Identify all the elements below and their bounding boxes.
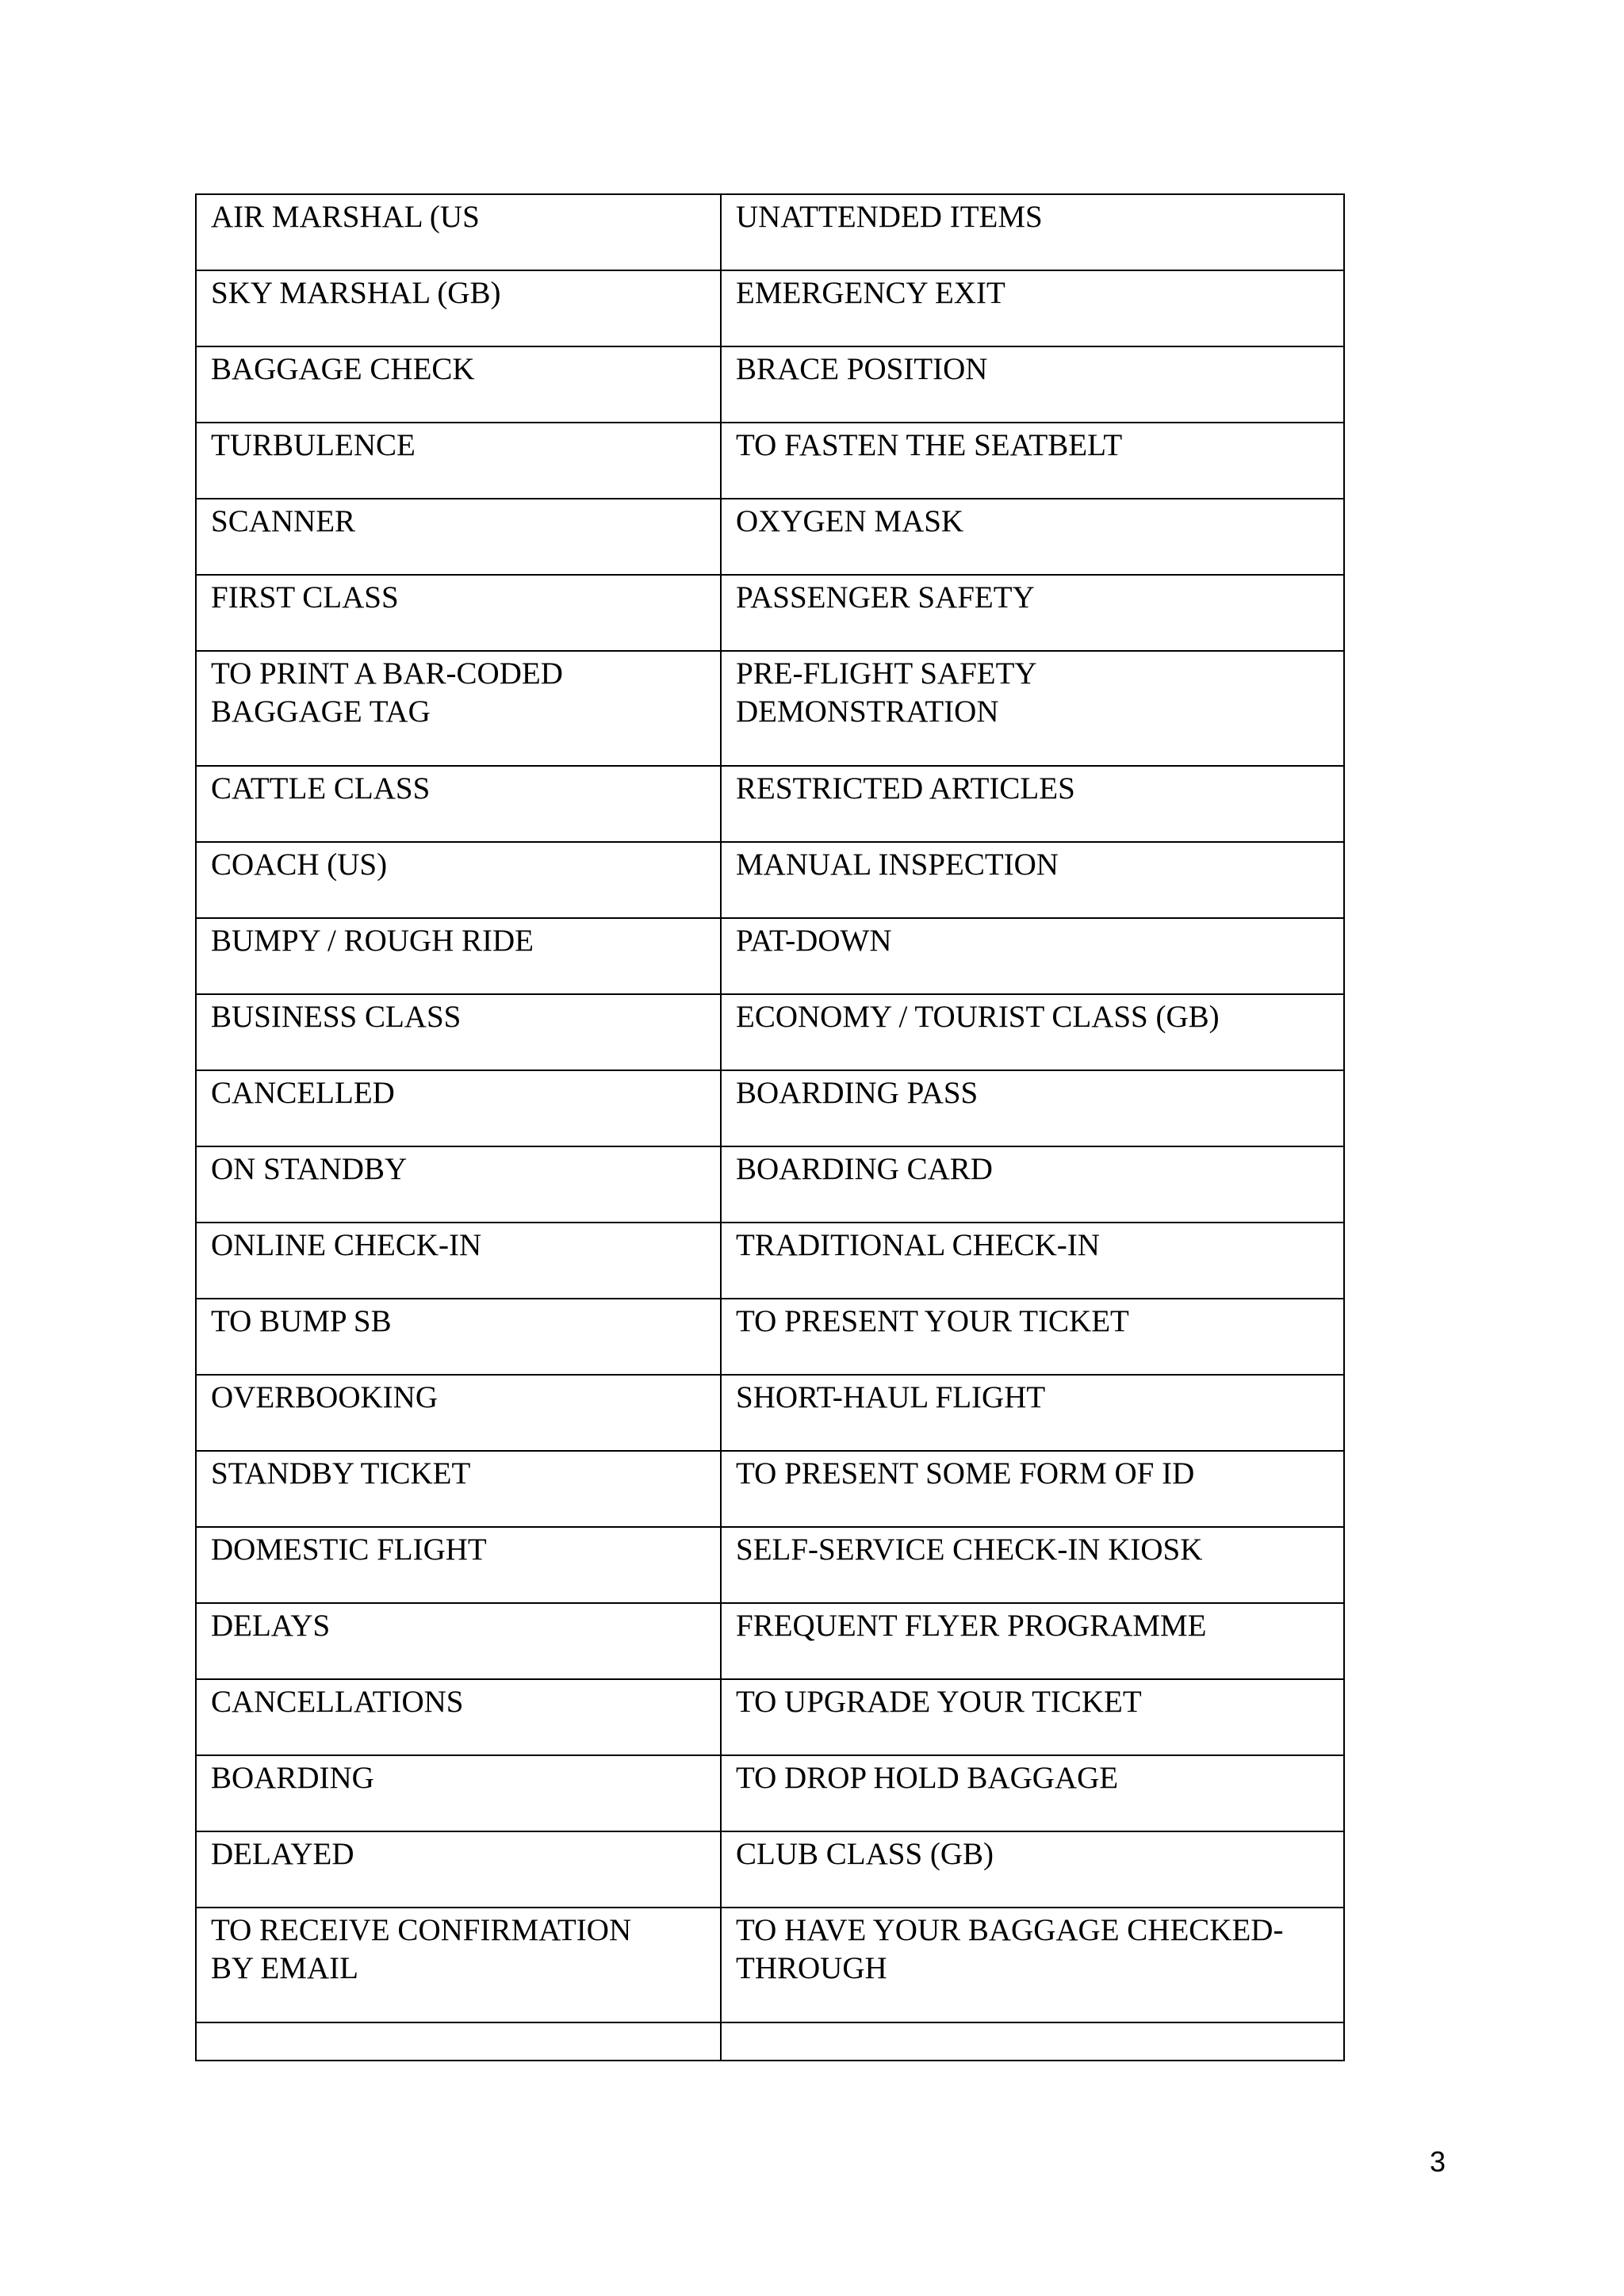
table-cell — [721, 766, 1344, 842]
table-cell — [196, 1527, 721, 1603]
table-cell — [721, 1223, 1344, 1299]
table-row — [196, 575, 1344, 651]
table-cell — [196, 270, 721, 346]
table-row-empty — [196, 2022, 1344, 2061]
table-row — [196, 423, 1344, 499]
cell-text: ON STANDBY — [211, 1152, 408, 1186]
table-row — [196, 499, 1344, 575]
vocabulary-table — [195, 193, 1345, 2061]
table-cell — [196, 1070, 721, 1146]
table-cell — [196, 1603, 721, 1679]
table-row — [196, 842, 1344, 918]
table-cell — [721, 1527, 1344, 1603]
cell-text: SELF-SERVICE CHECK-IN KIOSK — [736, 1533, 1203, 1567]
cell-text: UNATTENDED ITEMS — [736, 200, 1043, 234]
table-row — [196, 1070, 1344, 1146]
cell-text: TO PRINT A BAR-CODED BAGGAGE TAG — [211, 656, 563, 729]
cell-text: TO DROP HOLD BAGGAGE — [736, 1761, 1119, 1795]
cell-text: TO HAVE YOUR BAGGAGE CHECKED- THROUGH — [736, 1913, 1284, 1985]
table-cell — [196, 1451, 721, 1527]
cell-text: RESTRICTED ARTICLES — [736, 771, 1075, 806]
table-row — [196, 918, 1344, 994]
table-cell — [196, 1679, 721, 1755]
cell-text: MANUAL INSPECTION — [736, 848, 1059, 882]
cell-text: TO PRESENT SOME FORM OF ID — [736, 1456, 1195, 1490]
cell-text: ONLINE CHECK-IN — [211, 1228, 482, 1262]
table-cell — [196, 499, 721, 575]
cell-text: PAT-DOWN — [736, 924, 892, 958]
table-cell — [196, 575, 721, 651]
table-cell — [196, 346, 721, 423]
table-cell — [721, 194, 1344, 270]
table-cell — [721, 1679, 1344, 1755]
table-cell — [196, 2022, 721, 2061]
table-row — [196, 1299, 1344, 1375]
table-cell — [721, 1375, 1344, 1451]
cell-text: TO BUMP SB — [211, 1304, 392, 1338]
cell-text: STANDBY TICKET — [211, 1456, 471, 1490]
table-cell — [721, 270, 1344, 346]
cell-text: DOMESTIC FLIGHT — [211, 1533, 487, 1567]
cell-text: BOARDING CARD — [736, 1152, 993, 1186]
table-cell — [196, 842, 721, 918]
cell-text: OXYGEN MASK — [736, 504, 964, 538]
table-cell — [196, 423, 721, 499]
cell-text — [736, 2023, 1329, 2026]
cell-text: FREQUENT FLYER PROGRAMME — [736, 1609, 1207, 1643]
cell-text: FIRST CLASS — [211, 580, 399, 614]
table-cell — [721, 994, 1344, 1070]
table-row — [196, 766, 1344, 842]
table-cell — [721, 575, 1344, 651]
table-row — [196, 1603, 1344, 1679]
table-row — [196, 194, 1344, 270]
cell-text: BOARDING PASS — [736, 1076, 979, 1110]
cell-text: BRACE POSITION — [736, 352, 988, 386]
table-cell — [721, 842, 1344, 918]
cell-text: TO PRESENT YOUR TICKET — [736, 1304, 1129, 1338]
table-cell — [196, 1375, 721, 1451]
table-row — [196, 270, 1344, 346]
cell-text: TO FASTEN THE SEATBELT — [736, 428, 1123, 462]
page-number: 3 — [1429, 2145, 1446, 2178]
table-row — [196, 1451, 1344, 1527]
cell-text: OVERBOOKING — [211, 1380, 438, 1414]
cell-text: CATTLE CLASS — [211, 771, 431, 806]
table-cell — [721, 1755, 1344, 1831]
table-cell — [721, 1603, 1344, 1679]
table-row — [196, 994, 1344, 1070]
cell-text: BAGGAGE CHECK — [211, 352, 475, 386]
table-cell — [721, 651, 1344, 766]
table-cell — [196, 766, 721, 842]
table-row — [196, 1679, 1344, 1755]
cell-text: CANCELLATIONS — [211, 1685, 464, 1719]
table-row — [196, 651, 1344, 766]
table-cell — [196, 1831, 721, 1908]
table-row — [196, 346, 1344, 423]
table-cell — [721, 1146, 1344, 1223]
table-cell — [721, 1070, 1344, 1146]
cell-text: SCANNER — [211, 504, 356, 538]
cell-text: DELAYED — [211, 1837, 354, 1871]
table-cell — [196, 918, 721, 994]
cell-text: SKY MARSHAL (GB) — [211, 276, 501, 310]
table-cell — [196, 194, 721, 270]
cell-text: BUMPY / ROUGH RIDE — [211, 924, 534, 958]
table-row — [196, 1375, 1344, 1451]
cell-text: BOARDING — [211, 1761, 374, 1795]
vocabulary-table-body — [196, 194, 1344, 2061]
cell-text: AIR MARSHAL (US — [211, 200, 480, 234]
cell-text: TURBULENCE — [211, 428, 416, 462]
table-cell — [196, 1755, 721, 1831]
cell-text: PASSENGER SAFETY — [736, 580, 1035, 614]
table-cell — [196, 651, 721, 766]
cell-text: BUSINESS CLASS — [211, 1000, 462, 1034]
cell-text: CANCELLED — [211, 1076, 395, 1110]
table-row — [196, 1223, 1344, 1299]
cell-text: DELAYS — [211, 1609, 331, 1643]
table-cell — [196, 1908, 721, 2022]
cell-text: TO UPGRADE YOUR TICKET — [736, 1685, 1142, 1719]
table-cell — [721, 1299, 1344, 1375]
cell-text: CLUB CLASS (GB) — [736, 1837, 994, 1871]
cell-text: SHORT-HAUL FLIGHT — [736, 1380, 1046, 1414]
table-row — [196, 1908, 1344, 2022]
table-row — [196, 1831, 1344, 1908]
table-cell — [721, 1831, 1344, 1908]
cell-text: TRADITIONAL CHECK-IN — [736, 1228, 1100, 1262]
table-cell — [721, 918, 1344, 994]
cell-text: PRE-FLIGHT SAFETY DEMONSTRATION — [736, 656, 1037, 729]
table-cell — [721, 1451, 1344, 1527]
table-cell — [721, 1908, 1344, 2022]
table-cell — [721, 499, 1344, 575]
table-cell — [721, 423, 1344, 499]
cell-text: COACH (US) — [211, 848, 388, 882]
cell-text: ECONOMY / TOURIST CLASS (GB) — [736, 1000, 1220, 1034]
table-cell — [196, 994, 721, 1070]
table-cell — [196, 1223, 721, 1299]
table-row — [196, 1146, 1344, 1223]
cell-text: EMERGENCY EXIT — [736, 276, 1005, 310]
table-row — [196, 1755, 1344, 1831]
cell-text — [211, 2023, 706, 2026]
table-cell — [196, 1299, 721, 1375]
table-row — [196, 1527, 1344, 1603]
table-cell — [721, 346, 1344, 423]
table-cell — [196, 1146, 721, 1223]
table-cell — [721, 2022, 1344, 2061]
cell-text: TO RECEIVE CONFIRMATION BY EMAIL — [211, 1913, 632, 1985]
